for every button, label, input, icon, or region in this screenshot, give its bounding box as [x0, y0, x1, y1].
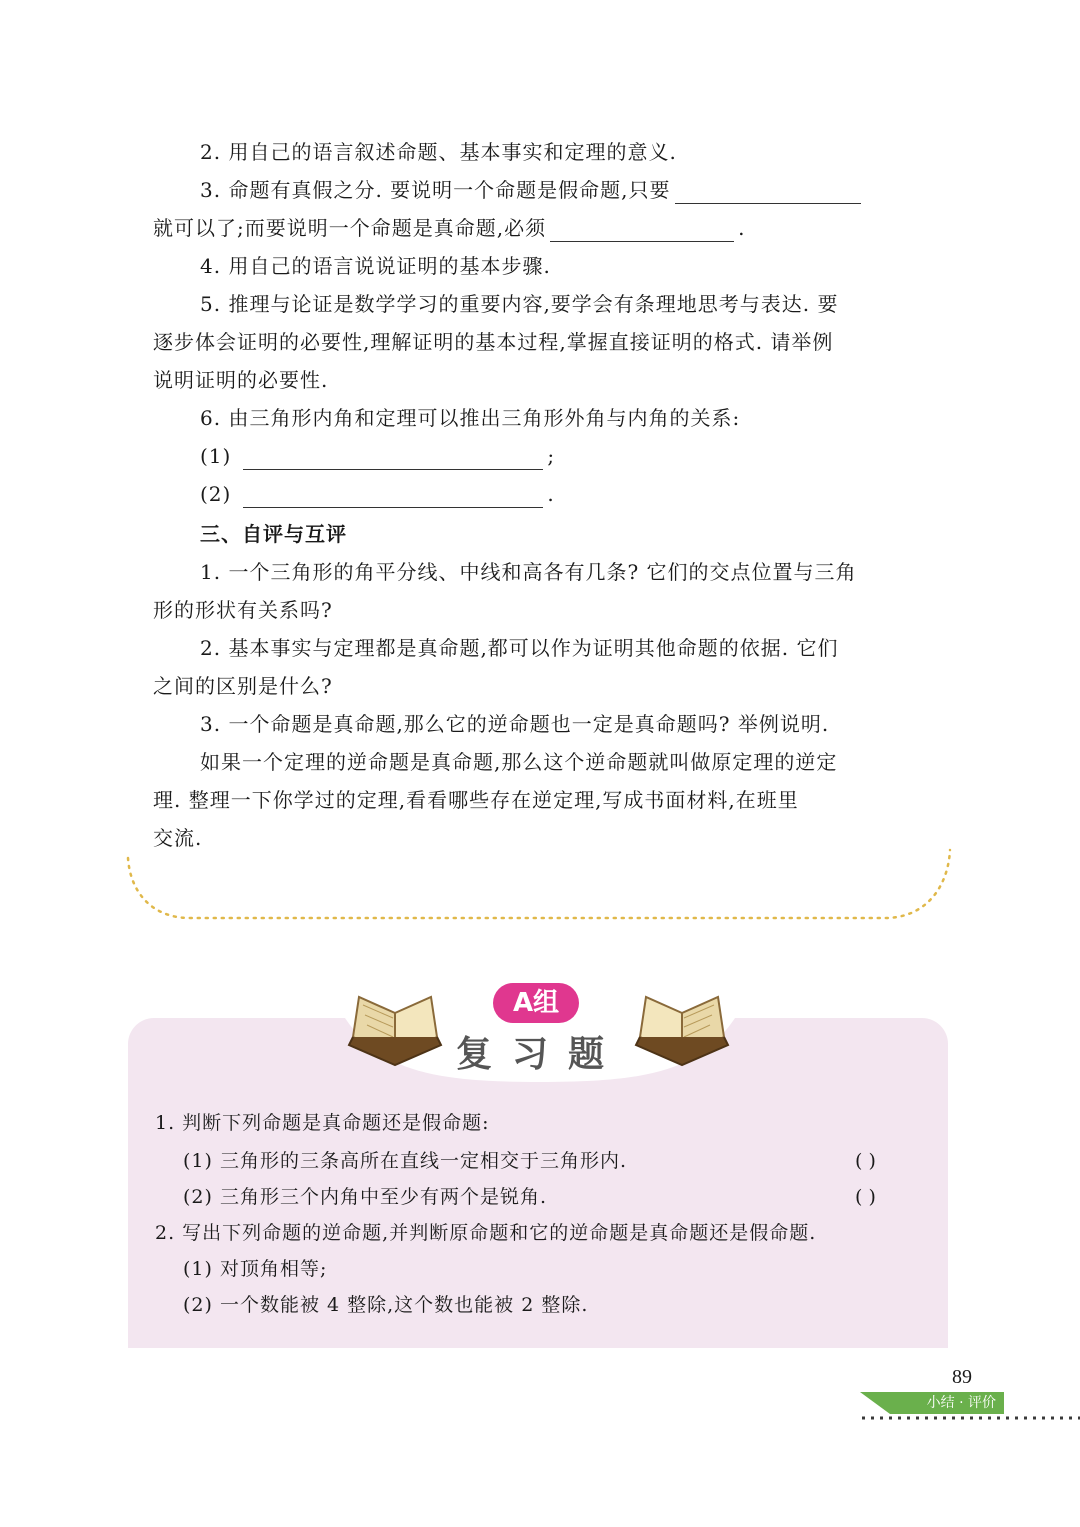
review-q3-text: 3. 命题有真假之分. 要说明一个命题是假命题,只要	[200, 178, 671, 202]
exercise-1-2: (2) 三角形三个内角中至少有两个是锐角.	[183, 1186, 547, 1208]
group-badge: A组	[493, 983, 579, 1023]
eval-q1-line1: 1. 一个三角形的角平分线、中线和高各有几条? 它们的交点位置与三角	[200, 560, 857, 584]
review-q2: 2. 用自己的语言叙述命题、基本事实和定理的意义.	[200, 140, 677, 164]
answer-paren[interactable]: ( )	[855, 1186, 876, 1208]
review-q4: 4. 用自己的语言说说证明的基本步骤.	[200, 254, 551, 278]
open-book-icon	[345, 985, 445, 1075]
eval-para-line3: 交流.	[153, 826, 203, 850]
section-tag: 小结 · 评价	[926, 1395, 996, 1411]
review-q5-line3: 说明证明的必要性.	[153, 368, 329, 392]
item-label: (2)	[200, 482, 232, 506]
review-q5-line1: 5. 推理与论证是数学学习的重要内容,要学会有条理地思考与表达. 要	[200, 292, 839, 316]
exercise-2-1: (1) 对顶角相等;	[183, 1258, 328, 1280]
answer-paren[interactable]: ( )	[855, 1150, 876, 1172]
exercise-2-2: (2) 一个数能被 4 整除,这个数也能被 2 整除.	[183, 1294, 589, 1316]
eval-q2-line1: 2. 基本事实与定理都是真命题,都可以作为证明其他命题的依据. 它们	[200, 636, 839, 660]
eval-q1-line2: 形的形状有关系吗?	[153, 598, 333, 622]
section-heading: 三、自评与互评	[200, 522, 347, 546]
review-q3-text-2: 就可以了;而要说明一个命题是真命题,必须	[153, 216, 547, 240]
page-number: 89	[952, 1366, 972, 1388]
exercise-2: 2. 写出下列命题的逆命题,并判断原命题和它的逆命题是真命题还是假命题.	[155, 1222, 817, 1244]
semicolon: ;	[547, 444, 556, 468]
review-q6: 6. 由三角形内角和定理可以推出三角形外角与内角的关系:	[200, 406, 741, 430]
exercise-title: 复习题	[455, 1034, 624, 1075]
item-label: (1)	[200, 444, 232, 468]
exercise-1-1: (1) 三角形的三条高所在直线一定相交于三角形内.	[183, 1150, 627, 1172]
review-q5-line2: 逐步体会证明的必要性,理解证明的基本过程,掌握直接证明的格式. 请举例	[153, 330, 834, 354]
eval-q3: 3. 一个命题是真命题,那么它的逆命题也一定是真命题吗? 举例说明.	[200, 712, 830, 736]
period: .	[547, 482, 555, 506]
open-book-icon	[632, 985, 732, 1075]
eval-para-line2: 理. 整理一下你学过的定理,看看哪些存在逆定理,写成书面材料,在班里	[153, 788, 799, 812]
period: .	[738, 216, 746, 240]
eval-q2-line2: 之间的区别是什么?	[153, 674, 333, 698]
exercise-1: 1. 判断下列命题是真命题还是假命题:	[155, 1112, 490, 1134]
eval-para-line1: 如果一个定理的逆命题是真命题,那么这个逆命题就叫做原定理的逆定	[200, 750, 838, 774]
